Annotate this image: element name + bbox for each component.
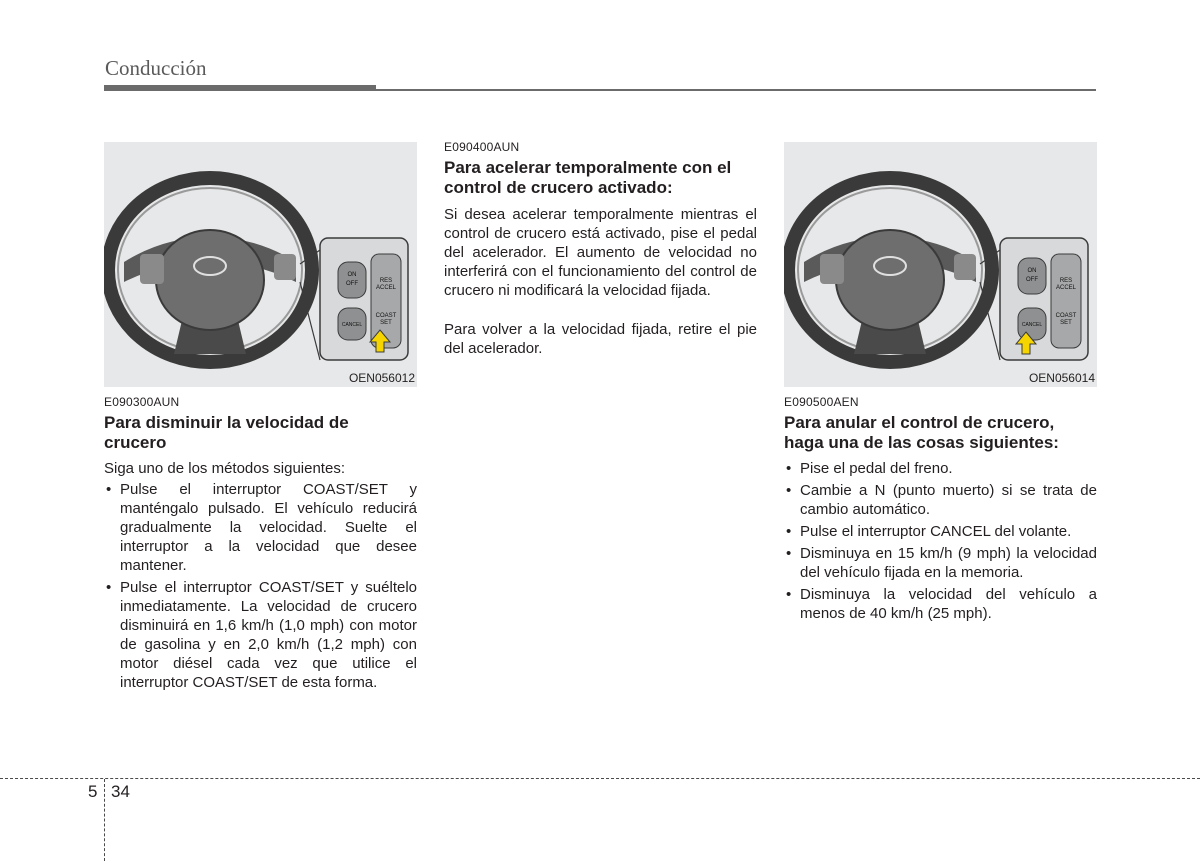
svg-text:COAST: COAST [1055, 313, 1077, 319]
figure-caption: OEN056014 [1028, 371, 1095, 385]
section-heading: Para acelerar temporalmente con el control de crucero activado: [444, 158, 732, 197]
page-number: 34 [111, 782, 130, 801]
footer-rule [0, 778, 1200, 779]
svg-text:OFF: OFF [1026, 277, 1038, 283]
svg-text:ON: ON [347, 272, 357, 278]
steering-wheel-figure-cancel [784, 142, 1097, 387]
list-item: • Disminuya la velocidad del vehículo a menos de 40 km/h (25 mph). [784, 585, 1097, 623]
svg-text:ON: ON [1027, 268, 1037, 274]
figure-caption: OEN056012 [348, 371, 415, 385]
svg-text:OFF: OFF [346, 281, 358, 287]
section-code: E090300AUN [104, 395, 180, 409]
svg-text:RES: RES [1059, 278, 1073, 284]
bullet-list [784, 459, 1097, 626]
list-item: • Pulse el interruptor COAST/SET y manténgalo pulsado. El vehículo reducirá gradualmente la velocidad. Suelte el interruptor a la velocidad que desee mantener. [104, 480, 417, 575]
section-code: E090400AUN [444, 140, 520, 154]
header-rule-thin [376, 89, 1096, 91]
section-code: E090500AEN [784, 395, 859, 409]
svg-text:CANCEL: CANCEL [1021, 322, 1043, 328]
list-item: • Pulse el interruptor CANCEL del volante. [784, 522, 1097, 541]
section-heading: Para anular el control de crucero, haga una de las cosas siguientes: [784, 413, 1059, 452]
list-item: • Disminuya en 15 km/h (9 mph) la velocidad del vehículo fijada en la memoria. [784, 544, 1097, 582]
svg-text:SET: SET [1060, 320, 1072, 326]
list-item: • Cambie a N (punto muerto) si se trata de cambio automático. [784, 481, 1097, 519]
list-item: • Pulse el interruptor COAST/SET y suéltelo inmediatamente. La velocidad de crucero disminuirá en 1,6 km/h (1,0 mph) con motor de gasolina y en 2,0 km/h (1,2 mph) con motor diésel cada vez que utilice el interruptor COAST/SET de esta forma. [104, 578, 417, 692]
section-number: 5 [88, 782, 98, 801]
list-item: • Pise el pedal del freno. [784, 459, 1097, 478]
steering-wheel-illustration [104, 142, 417, 387]
svg-text:COAST: COAST [375, 313, 397, 319]
bullet-list [104, 480, 417, 695]
svg-text:ACCEL: ACCEL [375, 285, 397, 291]
svg-text:SET: SET [380, 320, 392, 326]
body-paragraph: Para volver a la velocidad fijada, retire el pie del acelerador. [444, 321, 757, 357]
svg-text:ACCEL: ACCEL [1055, 285, 1077, 291]
intro-text: Siga uno de los métodos siguientes: [104, 460, 345, 477]
running-header-title: Conducción [105, 56, 207, 80]
steering-wheel-figure-coast [104, 142, 417, 387]
steering-wheel-illustration [784, 142, 1097, 387]
footer-divider [104, 779, 105, 861]
svg-text:CANCEL: CANCEL [341, 322, 363, 328]
svg-text:RES: RES [379, 278, 393, 284]
body-paragraph: Si desea acelerar temporalmente mientras el control de crucero está activado, pise el pedal del acelerador. El aumento de velocidad no interferirá con el funcionamiento del control de crucero ni modificará la velocidad fijada. [444, 206, 757, 299]
header-rule-thick [104, 85, 376, 91]
section-heading: Para disminuir la velocidad de crucero [104, 413, 349, 452]
